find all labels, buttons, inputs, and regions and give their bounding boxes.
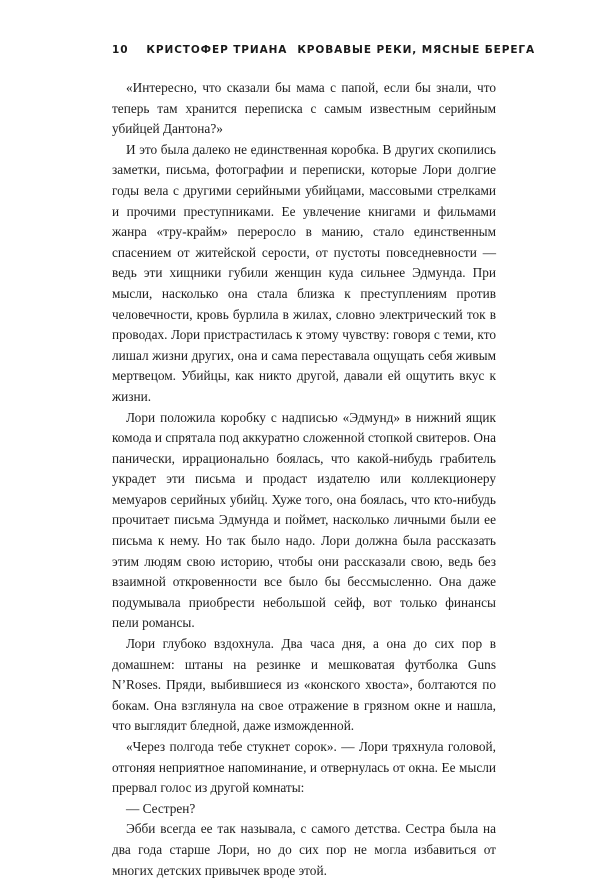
paragraph: «Через полгода тебе стукнет сорок». — Лори тряхнула головой, отгоняя неприятное напоминание, и отвернулась от окна. Ее мысли прервал голос из другой комнаты: xyxy=(112,739,496,796)
paragraph: Лори глубоко вздохнула. Два часа дня, а она до сих пор в домашнем: штаны на резинке и мешковатая футболка Guns N’Roses. Пряди, выбившиеся из «конского хвоста», болтаются по бокам. Она взглянула на свое отражение в грязном окне и нашла, что выглядит бледной, даже изможденной. xyxy=(112,636,496,734)
paragraph: — Сестрен? xyxy=(126,800,196,816)
header-author: КРИСТОФЕР ТРИАНА xyxy=(146,44,288,56)
paragraph: Лори положила коробку с надписью «Эдмунд» в нижний ящик комода и спрятала под аккуратно сложенной стопкой свитеров. Она панически, иррационально боялась, что какой-нибудь грабитель украдет эти письма и продаст издателю или коллекционеру мемуаров серийных убийц. Хуже того, она боялась, что кто-нибудь прочитает письма Эдмунда и поймет, насколько личными были ее письма к нему. Но так было надо. Лори должна была рассказать этим людям свою историю, чтобы они рассказали свою, ведь без взаимной откровенности все было бы бессмысленно. Она даже подумывала приобрести небольшой сейф, вот только финансы пели романсы. xyxy=(112,409,496,631)
paragraph: И это была далеко не единственная коробка. В других скопились заметки, письма, фотографии и переписки, которые Лори долгие годы вела с другими серийными убийцами, массовыми стрелками и прочими преступниками. Ее увлечение книгами и фильмами жанра «тру-крайм» переросло в манию, стало единственным спасением от житейской серости, от пустоты повседневности — ведь эти хищники губили женщин куда сильнее Эдмунда. При мысли, насколько она стала близка к преступлениям против человечности, кровь бурлила в жилах, словно электрический ток в проводах. Лори пристрастилась к этому чувству: говоря с теми, кто лишал жизни других, она и сама переставала ощущать себя живым мертвецом. Убийцы, как никто другой, давали ей ощутить вкус к жизни. xyxy=(112,141,496,404)
running-header xyxy=(112,44,536,64)
paragraph: «Интересно, что сказали бы мама с папой, если бы знали, что теперь там хранится переписка с самым известным серийным убийцей Дантона?» xyxy=(112,80,496,137)
body-text xyxy=(112,78,496,881)
page-number: 10 xyxy=(112,44,129,56)
header-book-title: КРОВАВЫЕ РЕКИ, МЯСНЫЕ БЕРЕГА xyxy=(297,44,536,56)
paragraph: Эбби всегда ее так называла, с самого детства. Сестра была на два года старше Лори, но до сих пор не могла избавиться от многих детских привычек вроде этой. xyxy=(112,821,496,878)
